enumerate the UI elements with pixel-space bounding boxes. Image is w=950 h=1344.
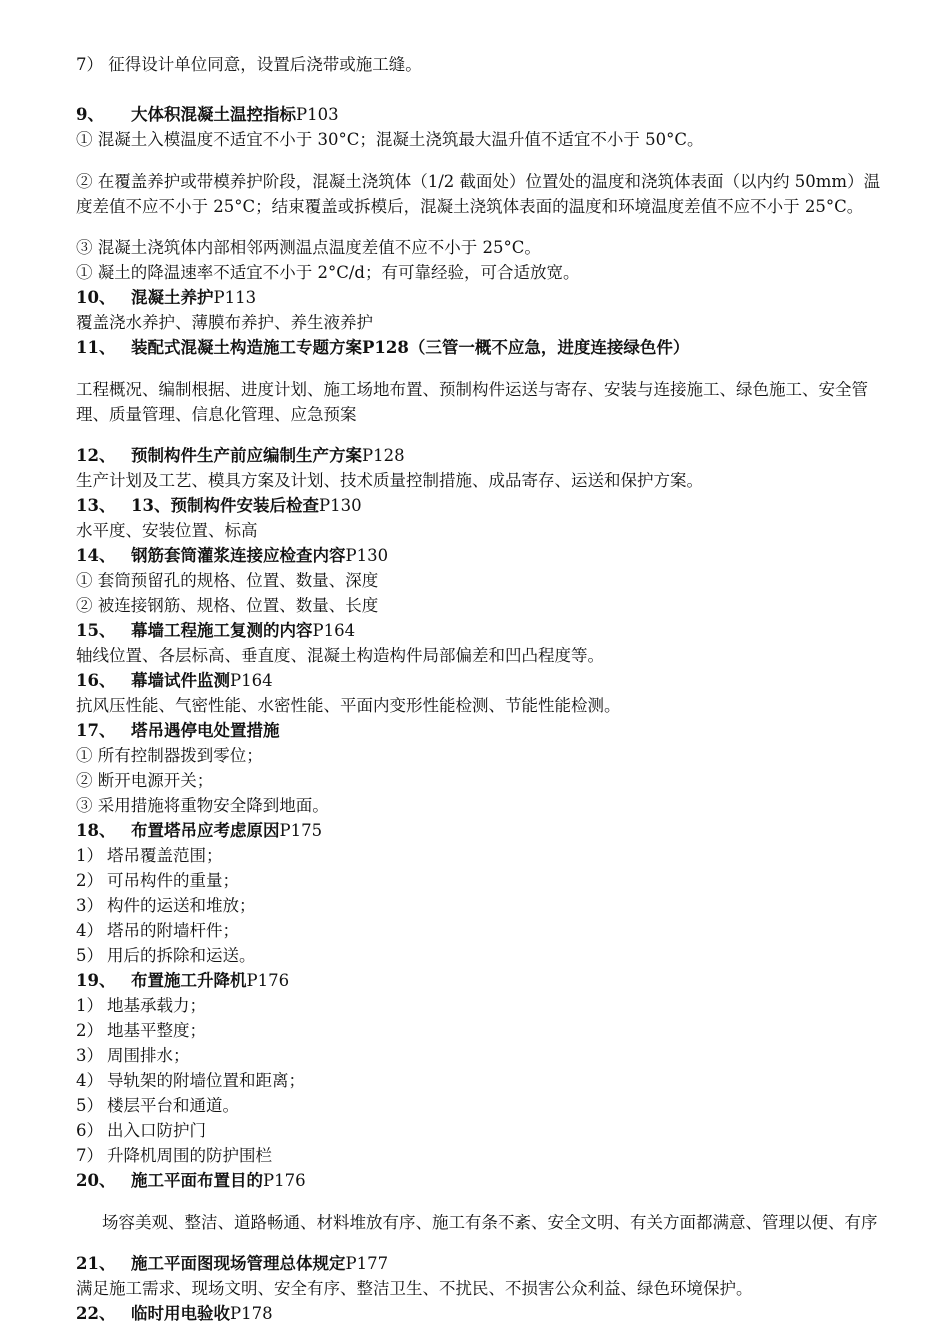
section-title: 临时用电验收 [131, 1304, 230, 1323]
section-heading-18 [76, 818, 886, 843]
list-item [76, 918, 886, 943]
paragraph: ② 在覆盖养护或带模养护阶段，混凝土浇筑体（1/2 截面处）位置处的温度和浇筑体表面（以内约 50mm）温度差值不应不小于 25°C；结束覆盖或拆模后，混凝土浇筑体表面的温度和环境温度差值不应不小于 25°C。 [76, 171, 881, 216]
section-heading-10 [76, 285, 886, 310]
section-number: 17、 [76, 721, 116, 740]
list-item [76, 1093, 886, 1118]
section-number: 18、 [76, 821, 116, 840]
spacer [76, 77, 886, 102]
list-item [76, 943, 886, 968]
section-heading-22 [76, 1301, 886, 1326]
paragraph: ① 套筒预留孔的规格、位置、数量、深度 [76, 571, 379, 590]
section-title: 布置施工升降机 [131, 971, 247, 990]
list-number: 2） [76, 871, 103, 890]
paragraph: 水平度、安装位置、标高 [76, 521, 258, 540]
section-number: 11、 [76, 338, 116, 357]
paragraph: ③ 采用措施将重物安全降到地面。 [76, 796, 329, 815]
list-number: 2） [76, 1021, 103, 1040]
list-number: 7） [76, 1146, 103, 1165]
list-item [76, 1068, 886, 1093]
section-heading-12 [76, 443, 886, 468]
list-text: 楼层平台和通道。 [107, 1096, 239, 1115]
section-title: 施工平面图现场管理总体规定 [131, 1254, 346, 1273]
list-text: 用后的拆除和运送。 [107, 946, 256, 965]
list-item [76, 868, 886, 893]
list-number: 3） [76, 1046, 103, 1065]
section-title: 预制构件生产前应编制生产方案 [131, 446, 362, 465]
section-number: 12、 [76, 446, 116, 465]
page-reference: P176 [263, 1171, 306, 1190]
page-reference: P175 [279, 821, 323, 840]
section-heading-19 [76, 968, 886, 993]
section-number: 14、 [76, 546, 116, 565]
list-text: 构件的运送和堆放； [107, 896, 256, 915]
page-reference: P130 [345, 546, 389, 565]
list-item [76, 893, 886, 918]
section-number: 21、 [76, 1254, 116, 1273]
section-title: 混凝土养护 [131, 288, 214, 307]
section-heading-13 [76, 493, 886, 518]
paragraph: 满足施工需求、现场文明、安全有序、整洁卫生、不扰民、不损害公众利益、绿色环境保护。 [76, 1279, 753, 1298]
paragraph: ② 断开电源开关； [76, 771, 214, 790]
section-title: 塔吊遇停电处置措施 [131, 721, 280, 740]
page-reference: P176 [246, 971, 290, 990]
section-heading-9 [76, 102, 886, 127]
section-title: 布置塔吊应考虑原因 [131, 821, 280, 840]
section-number: 22、 [76, 1304, 116, 1323]
list-number: 4） [76, 1071, 103, 1090]
section-heading-15 [76, 618, 886, 643]
section-heading-17 [76, 718, 886, 743]
paragraph: ① 所有控制器拨到零位； [76, 746, 263, 765]
list-item: 7） 征得设计单位同意，设置后浇带或施工缝。 [76, 55, 422, 74]
paragraph: 工程概况、编制根据、进度计划、施工场地布置、预制构件运送与寄存、安装与连接施工、绿色施工、安全管理、质量管理、信息化管理、应急预案 [76, 379, 868, 424]
paragraph: 生产计划及工艺、模具方案及计划、技术质量控制措施、成品寄存、运送和保护方案。 [76, 471, 703, 490]
list-text: 导轨架的附墙位置和距离； [107, 1071, 305, 1090]
page-reference: P103 [296, 105, 339, 124]
section-heading-21 [76, 1251, 886, 1276]
paragraph: ① 混凝土入模温度不适宜不小于 30°C；混凝土浇筑最大温升值不适宜不小于 50°C。 [76, 130, 704, 149]
list-text: 出入口防护门 [107, 1121, 206, 1140]
section-heading-11 [76, 335, 886, 360]
list-text: 地基平整度； [107, 1021, 206, 1040]
section-number: 16、 [76, 671, 116, 690]
section-number: 13、 [76, 496, 116, 515]
list-text: 升降机周围的防护围栏 [107, 1146, 272, 1165]
section-title: 幕墙工程施工复测的内容 [131, 621, 313, 640]
list-item [76, 1043, 886, 1068]
page-reference: P128 [362, 446, 405, 465]
list-number: 4） [76, 921, 103, 940]
page-reference: P164 [312, 621, 356, 640]
paragraph: ① 凝土的降温速率不适宜不小于 2°C/d；有可靠经验，可合适放宽。 [76, 263, 580, 282]
list-number: 3） [76, 896, 103, 915]
paragraph: 覆盖浇水养护、薄膜布养护、养生液养护 [76, 313, 373, 332]
list-number: 1） [76, 996, 103, 1015]
section-title: 装配式混凝土构造施工专题方案 [131, 338, 362, 357]
section-title: 大体积混凝土温控指标 [131, 105, 296, 124]
section-heading-20 [76, 1168, 886, 1193]
page-reference: P128（三管一概不应急，进度连接绿色件） [362, 338, 690, 357]
section-title: 幕墙试件监测 [131, 671, 230, 690]
section-number: 20、 [76, 1171, 116, 1190]
section-number: 9、 [76, 105, 104, 124]
list-text: 塔吊覆盖范围； [107, 846, 223, 865]
section-title: 13、预制构件安装后检查 [131, 496, 319, 515]
list-number: 5） [76, 946, 103, 965]
page-reference: P177 [345, 1254, 389, 1273]
list-number: 6） [76, 1121, 103, 1140]
list-text: 地基承载力； [107, 996, 206, 1015]
page-reference: P164 [230, 671, 273, 690]
list-number: 5） [76, 1096, 103, 1115]
paragraph: 轴线位置、各层标高、垂直度、混凝土构造构件局部偏差和凹凸程度等。 [76, 646, 604, 665]
document-body [76, 52, 886, 1326]
page-reference: P113 [213, 288, 257, 307]
list-text: 塔吊的附墙杆件； [107, 921, 239, 940]
list-item [76, 843, 886, 868]
paragraph: ② 被连接钢筋、规格、位置、数量、长度 [76, 596, 379, 615]
page-reference: P130 [318, 496, 362, 515]
list-text: 周围排水； [107, 1046, 190, 1065]
list-item [76, 1143, 886, 1168]
paragraph: 场容美观、整洁、道路畅通、材料堆放有序、施工有条不紊、安全文明、有关方面都满意、管理以便、有序 [102, 1212, 878, 1232]
list-item [76, 993, 886, 1018]
list-item [76, 1118, 886, 1143]
page-reference: P178 [230, 1304, 273, 1323]
section-number: 15、 [76, 621, 116, 640]
section-heading-16 [76, 668, 886, 693]
section-title: 钢筋套筒灌浆连接应检查内容 [131, 546, 346, 565]
section-title: 施工平面布置目的 [131, 1171, 263, 1190]
list-text: 可吊构件的重量； [107, 871, 239, 890]
section-heading-14 [76, 543, 886, 568]
section-number: 19、 [76, 971, 116, 990]
paragraph: 抗风压性能、气密性能、水密性能、平面内变形性能检测、节能性能检测。 [76, 696, 621, 715]
section-number: 10、 [76, 288, 116, 307]
paragraph: ③ 混凝土浇筑体内部相邻两测温点温度差值不应不小于 25°C。 [76, 238, 541, 257]
list-number: 1） [76, 846, 103, 865]
list-item [76, 1018, 886, 1043]
